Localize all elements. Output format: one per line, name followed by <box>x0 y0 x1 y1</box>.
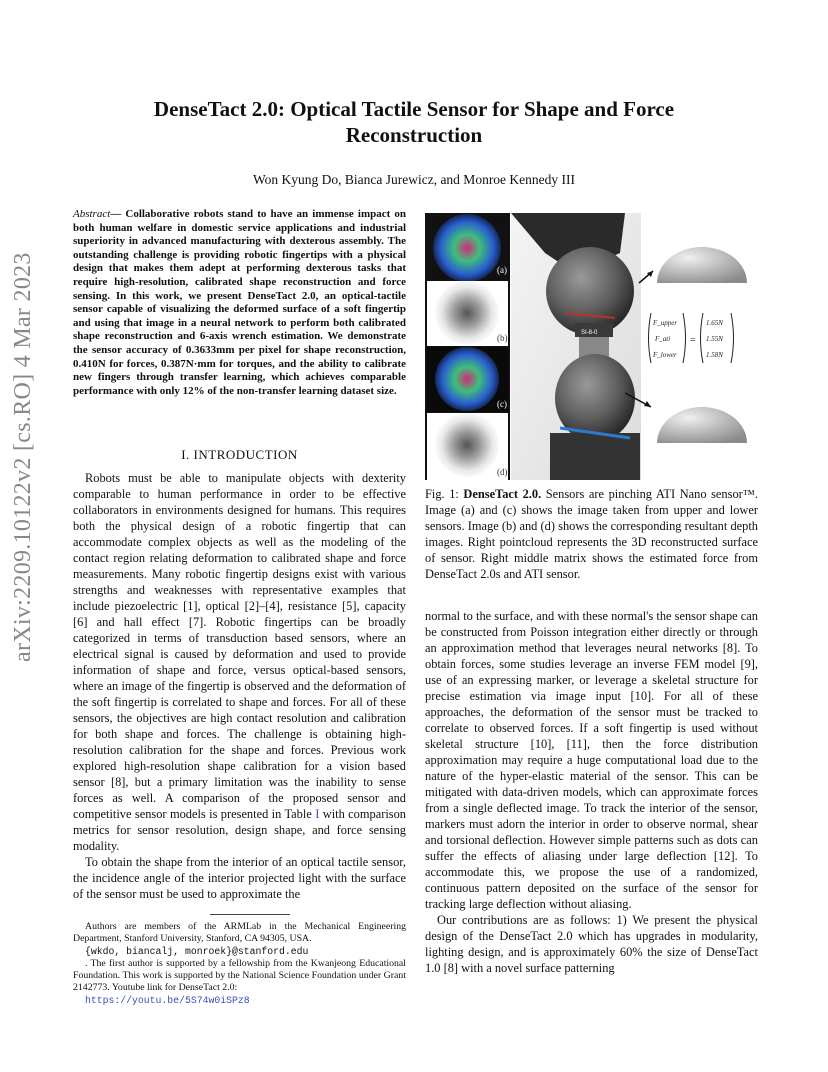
introduction-body <box>73 470 406 902</box>
abstract-label: Abstract <box>73 208 111 220</box>
right-column-body <box>425 608 758 976</box>
upper-fingertip <box>546 247 634 335</box>
title-line-2: Reconstruction <box>345 123 483 147</box>
footnote: Authors are members of the ARMLab in the Mechanical Engineering Department, Stanford University, Stanford, CA 94305, USA. {wkdo, biancalj, monroek}@stanford.edu . The first author is supported by a fellowship from the Kwanjeong Educational Foundation. This work is supported by the National Science Foundation under Grant 2142773. Youtube link for DenseTact 2.0: https://youtu.be/5S74w0iSPz8 <box>73 921 406 1006</box>
abstract-text: — Collaborative robots stand to have an immense impact on both human welfare in domestic service applications and industrial superiority in advanced manufacturing with dexterous assembly. The outstanding challenge is providing robotic fingertips with a physical design that makes them adept at performing dexterous tasks that require high-resolution, calibrated shape reconstruction and force sensing. In this work, we present DenseTact 2.0, an optical-tactile sensor capable of visualizing the deformed surface of a soft fingertip and using that image in a neural network to perform both calibrated shape reconstruction and 6-axis wrench estimation. We demonstrate the sensor accuracy of 0.3633mm per pixel for shape reconstruction, 0.410N for forces, 0.387N·mm for torques, and the ability to calibrate new fingers through transfer learning, which achieves comparable performance with only 12% of the non-transfer learning dataset size. <box>73 208 406 397</box>
intro-paragraph-2: To obtain the shape from the interior of an optical tactile sensor, the incidence angle of the interior projected light with the surface of the sensor must be used to approximate the <box>73 855 406 901</box>
figure-1-caption: Fig. 1: DenseTact 2.0. Sensors are pinching ATI Nano sensor™. Image (a) and (c) shows the image taken from upper and lower sensors. Image (b) and (d) shows the corresponding resultant depth images. Right pointcloud represents the 3D reconstructed surface of sensor. Right middle matrix shows the estimated force from DenseTact 2.0s and ATI sensor. <box>425 487 759 581</box>
matrix-right-2: 1.58N <box>706 351 723 359</box>
label-c: (c) <box>497 399 507 409</box>
footnote-divider <box>210 914 290 915</box>
caption-bold: DenseTact 2.0. <box>463 487 542 501</box>
label-d: (d) <box>497 467 508 477</box>
label-b: (b) <box>497 333 508 343</box>
figure-1 <box>425 213 758 480</box>
title-line-1: DenseTact 2.0: Optical Tactile Sensor for Shape and Force <box>153 97 675 121</box>
sensor-image-a <box>433 214 501 282</box>
author-list: Won Kyung Do, Bianca Jurewicz, and Monroe Kennedy III <box>252 172 576 187</box>
depth-image-d <box>427 413 508 480</box>
sensor-image-c <box>427 347 508 412</box>
matrix-left-1: F_ati <box>655 335 671 343</box>
email-list: {wkdo, biancalj, monroek}@stanford.edu <box>85 945 309 957</box>
matrix-left-2: F_lower <box>653 351 677 359</box>
table-ref-link[interactable]: I <box>315 807 320 821</box>
matrix-right-0: 1.65N <box>706 319 723 327</box>
label-a: (a) <box>497 265 507 275</box>
figure-1-graphic <box>425 213 758 480</box>
section-heading-introduction: I. INTRODUCTION <box>181 447 298 462</box>
right-paragraph-2: Our contributions are as follows: 1) We present the physical design of the DenseTact 2.0 which has upgrades in modularity, lighting design, and is approximately 60% the size of DenseTact 1.0 [8] with a novel surface patterning <box>425 913 758 975</box>
matrix-equals: = <box>690 335 696 346</box>
intro-paragraph-1: Robots must be able to manipulate objects with dexterity comparable to human performance in order to be effective collaborators in environments designed for humans. This requires both the physical design of a robotic fingertip that can accommodate complex objects as well as the modeling of the contact region relating deformation to calibrated shape and force measurements. Many robotic fingertip designs exist with various strengths and weaknesses with representative examples that include piezoelectric [1], optical [2]–[4], resistance [5], capacity [6] and hall effect [7]. Robotic fingertips can be broadly categorized in terms of transduction based sensors, where an electrical signal is caused by deformation and used to provide information of shape and force, versus optical-based sensors, where an image of the fingertip is observed and the deformation of the soft fingertip is correlated to shape and forces. For all of these sensors, the objectives are high contact resolution and calibration for both shape and forces. The challenge is obtaining high-resolution calibration for the shape and forces. Previous work explored high-resolution shape calibration for a vision based sensor [8], but a primary limitation was the inability to sense forces as well. A comparison of the proposed sensor and competitive sensor models is presented in Table I with comparison metrics for sensor resolution, design shape, and force sensing modality. <box>73 471 406 853</box>
right-paragraph-1: normal to the surface, and with these normal's the sensor shape can be constructed from Poisson integration either directly or through an approximation method that leverages neural networks [8]. To obtain forces, some studies leverage an inverse FEM model [9], use of an expressing marker, or leverage a skeletal structure for precise estimation via image input [10]. For all of these approaches, the deformation of the sensor must be tracked to correlate to observed forces. If a soft fingertip is used without skeletal structure [10], [11], then the force distribution approximation may require a huge computational load due to the nature of the hyper-elastic material of the sensor. This can be mitigated with data-driven models, which can approximate forces from a single deflected image. To track the interior of the sensor, markers must adorn the interior in order to observe normal, shear and torsional deflection. However simple patterns such as dots can suffer the effects of aliasing under large deflection [12]. To accommodate this, we propose the use of a randomized, continuous pattern deposited on the surface of the sensor for tracking large deflection without aliasing. <box>425 609 758 911</box>
arxiv-watermark: arXiv:2209.10122v2 [cs.RO] 4 Mar 2023 <box>10 252 36 662</box>
youtube-link[interactable]: https://youtu.be/5S74w0iSPz8 <box>85 994 250 1006</box>
sensor-tag: SI-8-0 <box>581 330 598 336</box>
matrix-left-0: F_upper <box>653 319 678 327</box>
matrix-right-1: 1.55N <box>706 335 723 343</box>
paper-title <box>60 96 768 148</box>
abstract <box>73 208 406 398</box>
depth-image-b <box>427 281 508 346</box>
